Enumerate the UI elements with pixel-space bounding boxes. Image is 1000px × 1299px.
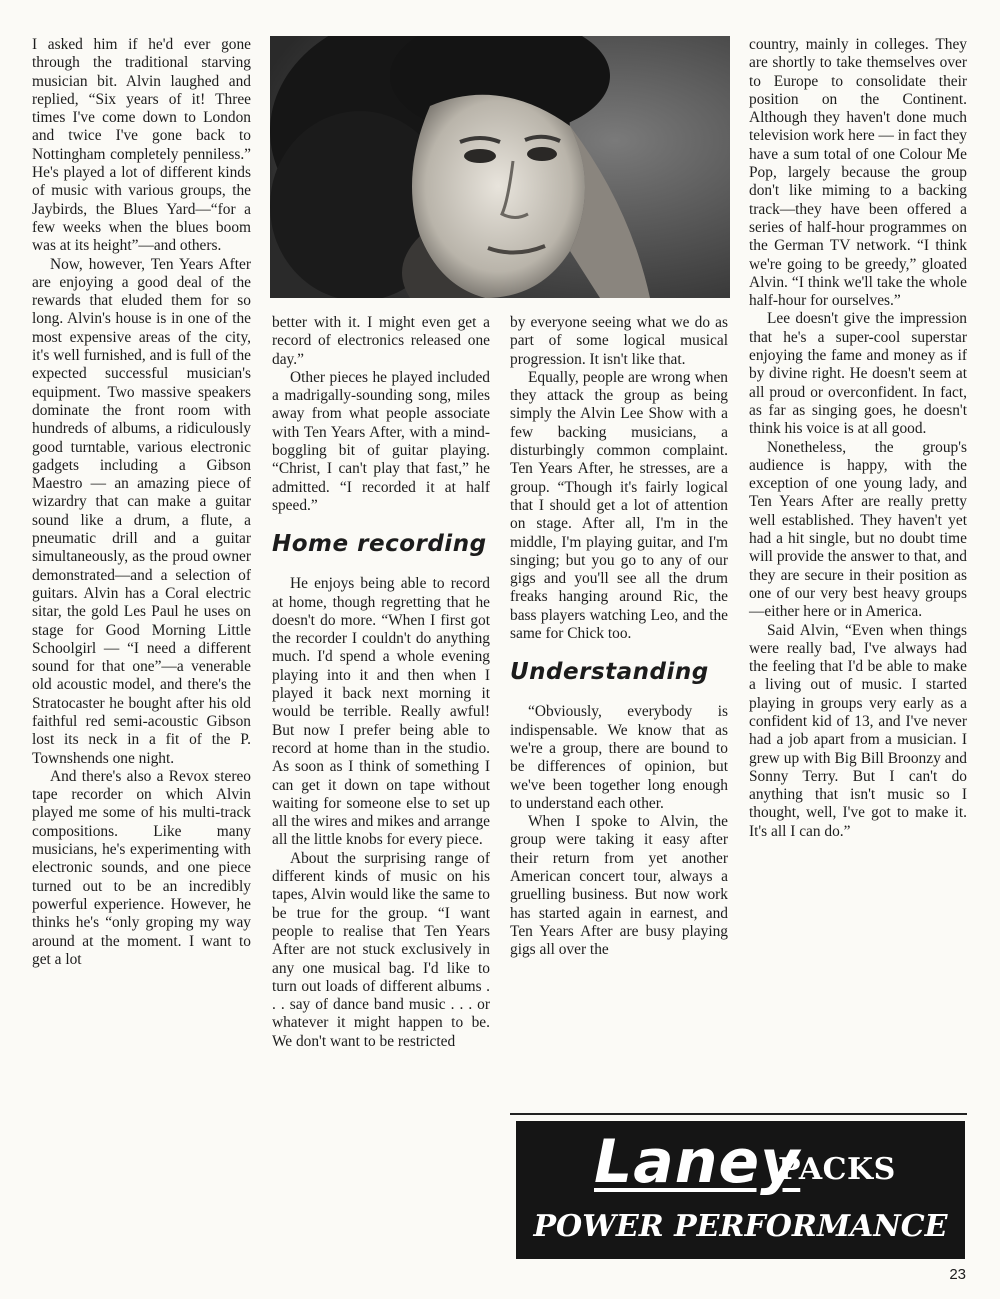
paragraph: better with it. I might even get a record of electronics released one day.” (272, 314, 490, 368)
paragraph: He enjoys being able to record at home, though regretting that he doesn't do more. “When I first got the recorder I couldn't do anything much. I'd spend a whole evening playing into it and then when I played it back next morning it would be terrible. Really awful! But now I prefer being able to record at home than in the studio. As soon as I think of something I can get it down on tape without waiting for someone else to set up all the wires and mikes and arrange all the little knobs for every piece. (272, 575, 490, 849)
article-column-3 (510, 314, 728, 960)
portrait-photo (270, 36, 730, 298)
divider-rule (510, 1113, 967, 1115)
subheading-home-recording: Home recording (272, 531, 487, 558)
article-column-2 (272, 314, 490, 1051)
article-column-4 (749, 36, 967, 841)
paragraph: country, mainly in colleges. They are shortly to take themselves over to Europe to consolidate their position on the Continent. Although they haven't done much television work here — in fact they have a sum total of one Colour Me Pop, largely because the group don't like miming to a backing track—they have been offered a series of half-hour programmes on the German TV network. “I think we're going to be greedy,” gloated Alvin. “I think we'll take the whole half-hour for ourselves.” (749, 36, 967, 310)
paragraph: When I spoke to Alvin, the group were taking it easy after their return from yet another American concert tour, always a gruelling business. But now work has started again in earnest, and Ten Years After are busy playing gigs all over the (510, 813, 728, 959)
paragraph: And there's also a Revox stereo tape recorder on which Alvin played me some of his multi-track compositions. Like many musicians, he's experimenting with electronic sounds, and one piece turned out to be an incredibly powerful experience. However, he thinks he's “only groping my way around at the moment. I want to get a lot (32, 767, 251, 968)
paragraph: Nonetheless, the group's audience is happy, with the exception of one young lady, and Ten Years After are really pretty well established. They haven't yet had a hit single, but no doubt time will provide the answer to that, and they are secure in their position as one of our very best heavy groups —either here or in America. (749, 438, 967, 621)
paragraph: Other pieces he played included a madrigally-sounding song, miles away from what people associate with Ten Years After, with a mind-boggling bit of guitar playing. “Christ, I can't play that fast,” he admitted. “I recorded it at half speed.” (272, 368, 490, 514)
ad-brand-logo: Laney (594, 1127, 801, 1197)
paragraph: “Obviously, everybody is indispensable. We know that as we're a group, there are bound to be differences of opinion, but we've been together long enough to understand each other. (510, 703, 728, 812)
paragraph: Lee doesn't give the impression that he's a super-cool superstar enjoying the fame and money as if by divine right. He doesn't seem at all proud or overconfident. In fact, as far as singing goes, he doesn't think his voice is at all good. (749, 310, 967, 438)
paragraph: Equally, people are wrong when they attack the group as being simply the Alvin Lee Show with a few backing musicians, a disturbingly common complaint. Ten Years After, he stresses, are a group. “Though it's fairly logical that I should get a lot of attention on stage. After all, I'm in the middle, I'm playing guitar, and I'm singing; but you go to any of our gigs and you'll see all the drum freaks hanging around Ric, the bass players watching Leo, and the same for Chick too. (510, 368, 728, 643)
paragraph: About the surprising range of different kinds of music on his tapes, Alvin would like the same to be true for the group. “I want people to realise that Ten Years After are not stuck exclusively in any one musical bag. I'd like to turn out loads of different albums . . . say of dance band music . . . or whatever it might happen to be. We don't want to be restricted (272, 849, 490, 1050)
laney-advertisement (516, 1121, 965, 1259)
paragraph: by everyone seeing what we do as part of some logical musical progression. It isn't like that. (510, 314, 728, 368)
ad-packs-text: PACKS (778, 1152, 896, 1187)
paragraph: Said Alvin, “Even when things were really bad, I've always had the feeling that I'd be able to make a living out of music. I started playing in groups very early as a confident kid of 13, and I've never had a job apart from a musician. I grew up with Big Bill Broonzy and Sonny Terry. But I can't do anything that isn't music so I thought, well, I've got to make it. It's all I can do.” (749, 621, 967, 840)
page-number: 23 (949, 1266, 966, 1283)
paragraph: Now, however, Ten Years After are enjoying a good deal of the rewards that eluded them for so long. Alvin's house is in one of the most expensive areas of the city, it's well furnished, and is full of the expected successful musician's equipment. Two massive speakers dominate the front room with hundreds of albums, a ridiculously good turntable, various electronic gadgets including a Gibson Maestro — an amazing piece of wizardry that can make a guitar sound like a drum, a flute, a pneumatic drill and a guitar simultaneously, as the proud owner demonstrated—and a selection of guitars. Alvin has a Coral electric sitar, the gold Les Paul he uses on stage for Good Morning Little Schoolgirl — “I need a different sound for that one”—a venerable old acoustic model, and there's the Stratocaster he bought after his old faithful red semi-acoustic Gibson lost its neck in a fit of the P. Townshends one night. (32, 255, 251, 767)
ad-tagline: POWER PERFORMANCE (533, 1209, 948, 1244)
subheading-understanding: Understanding (510, 659, 709, 686)
paragraph: I asked him if he'd ever gone through the traditional starving musician bit. Alvin laughed and replied, “Six years of it! Three times I've come down to London and twice I've gone back to Nottingham completely penniless.” He's played a lot of different kinds of music with various groups, the Jaybirds, the Blues Yard—“for a few weeks when the blues boom was at its height”—and others. (32, 36, 251, 255)
article-column-1 (32, 36, 251, 969)
